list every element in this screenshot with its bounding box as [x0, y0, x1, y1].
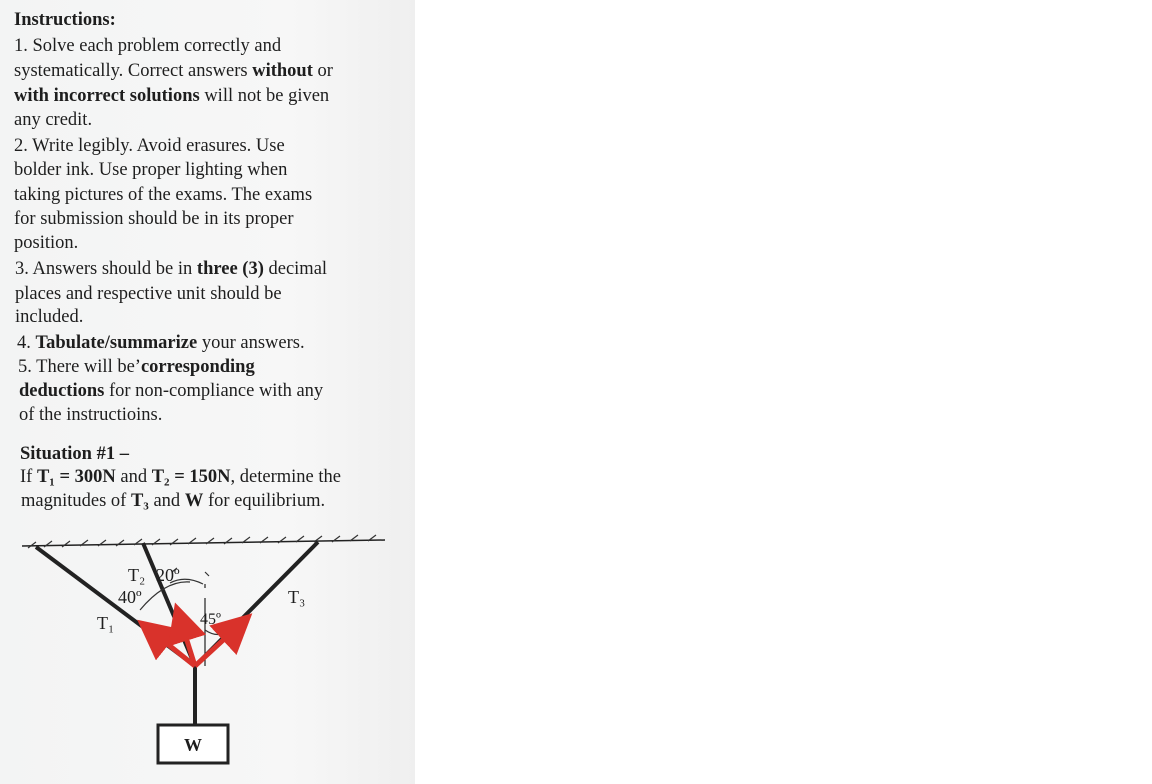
situation-line: magnitudes of T₃ and W for equilibrium.	[21, 491, 326, 511]
ceiling	[22, 535, 385, 548]
instruction-line: 5. There will be’corresponding	[18, 357, 255, 377]
instructions-heading: Instructions:	[14, 10, 116, 30]
label-t1: T₁	[97, 613, 115, 633]
instruction-line: places and respective unit should be	[15, 284, 282, 304]
instruction-line: with incorrect solutions will not be given	[14, 86, 330, 106]
instruction-line: 2. Write legibly. Avoid erasures. Use	[14, 136, 285, 156]
instruction-line: 3. Answers should be in three (3) decimal	[15, 259, 328, 279]
label-angle-20: 20º	[156, 565, 180, 585]
instruction-line: deductions for non-compliance with any	[19, 381, 324, 401]
instruction-line: included.	[15, 307, 84, 327]
instruction-line: position.	[14, 233, 79, 253]
instruction-line: 1. Solve each problem correctly and	[14, 36, 282, 56]
instruction-line: any credit.	[14, 110, 93, 130]
situation-line: If T₁ = 300N and T₂ = 150N, determine the	[20, 467, 341, 487]
situation-title: Situation #1 –	[20, 444, 129, 464]
label-t3: T₃	[288, 587, 306, 607]
instruction-line: for submission should be in its proper	[14, 209, 294, 229]
label-angle-40: 40º	[118, 587, 142, 607]
weight-box	[158, 725, 228, 763]
diagram-svg	[0, 520, 415, 784]
label-w: W	[184, 735, 202, 755]
instruction-line: systematically. Correct answers without or	[14, 61, 333, 81]
instruction-line: of the instructioins.	[19, 405, 163, 425]
instruction-line: bolder ink. Use proper lighting when	[14, 160, 288, 180]
force-arrows	[145, 612, 245, 666]
equilibrium-diagram	[0, 520, 415, 784]
label-t2: T₂	[128, 565, 146, 585]
instruction-line: 4. Tabulate/summarize your answers.	[17, 333, 305, 353]
label-angle-45: 45º	[200, 611, 221, 628]
instruction-line: taking pictures of the exams. The exams	[14, 185, 313, 205]
exam-sheet	[0, 0, 415, 784]
